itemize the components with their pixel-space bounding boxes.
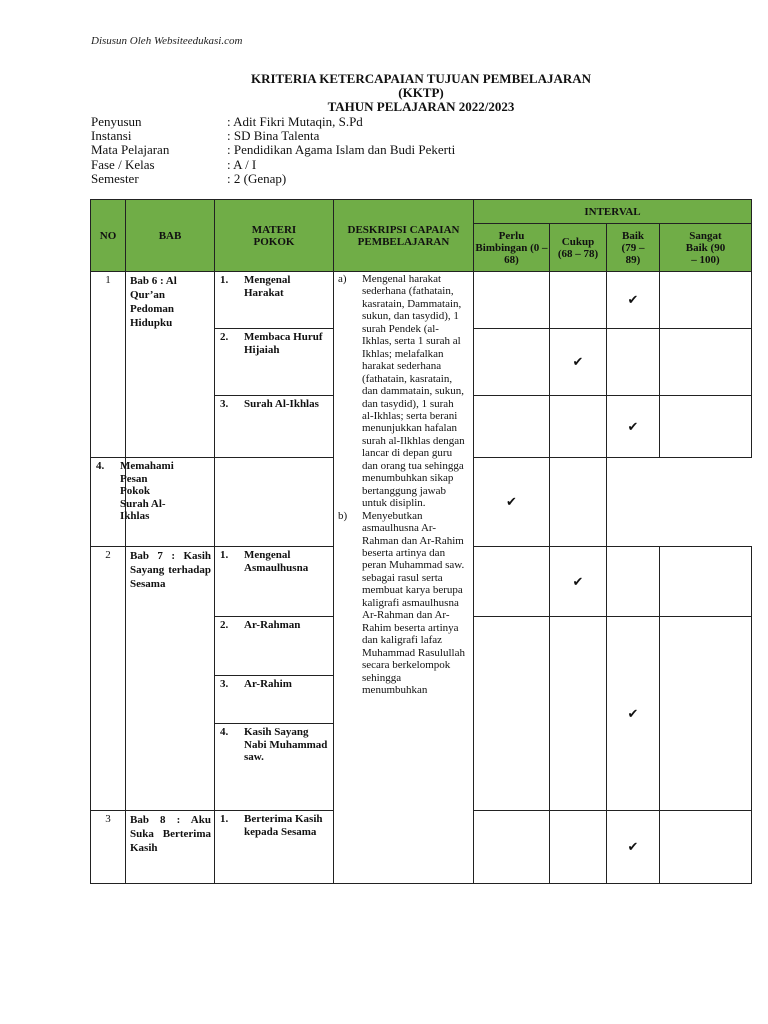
check-icon: ✔ <box>572 354 584 369</box>
header-materi: MATERI POKOK <box>215 200 334 272</box>
meta-value: : Pendidikan Agama Islam dan Budi Pekerti <box>227 142 456 158</box>
baik-cell <box>607 329 660 396</box>
sangat-baik-cell <box>660 329 752 396</box>
meta-label: Fase / Kelas <box>91 156 155 172</box>
materi-number: 4. <box>220 726 229 738</box>
check-icon: ✔ <box>627 705 639 721</box>
header-cukup: Cukup (68 – 78) <box>550 224 607 272</box>
materi-cell <box>215 676 334 724</box>
document-meta <box>91 115 455 186</box>
check-icon: ✔ <box>627 292 639 307</box>
meta-row-fase-kelas <box>91 158 455 172</box>
cukup-cell <box>550 396 607 458</box>
deskripsi-item <box>338 273 467 510</box>
title-line-1: KRITERIA KETERCAPAIAN TUJUAN PEMBELAJARAN <box>250 71 592 86</box>
baik-cell <box>474 458 550 547</box>
cukup-cell <box>550 617 607 811</box>
materi-text: Ar-Rahim <box>244 678 292 690</box>
deskripsi-item <box>338 510 467 697</box>
perlu-cell <box>474 272 550 329</box>
materi-cell <box>91 458 174 547</box>
baik-cell <box>607 272 660 329</box>
title-line-3: TAHUN PELAJARAN 2022/2023 <box>327 99 515 114</box>
sangat-baik-cell <box>660 811 752 884</box>
check-icon: ✔ <box>572 573 584 589</box>
meta-row-semester <box>91 172 455 186</box>
bab-cell: Bab 7 : Kasih Sayang terhadap Sesama <box>126 547 215 811</box>
perlu-cell <box>474 811 550 884</box>
materi-cell <box>215 617 334 676</box>
materi-number: 1. <box>220 813 229 825</box>
header-baik: Baik (79 – 89) <box>607 224 660 272</box>
row-number: 3 <box>91 811 126 884</box>
baik-cell <box>607 396 660 458</box>
materi-text: Berterima Kasih kepada Sesama <box>244 813 323 838</box>
sangat-baik-cell <box>660 617 752 811</box>
meta-row-penyusun <box>91 115 455 129</box>
perlu-cell <box>474 396 550 458</box>
meta-label: Instansi <box>91 128 132 144</box>
materi-number: 3. <box>220 678 229 690</box>
baik-cell <box>607 617 660 811</box>
row-number: 1 <box>91 272 126 458</box>
kktp-table <box>90 199 752 884</box>
baik-cell <box>607 547 660 617</box>
sangat-baik-cell <box>660 272 752 329</box>
materi-number: 2. <box>220 619 229 631</box>
sangat-baik-cell <box>550 458 607 547</box>
deskripsi-text: Menyebutkan asmaulhusna Ar-Rahman dan Ar-Rahim beserta artinya dan peran Muhammad saw. sebagai rasul serta membuat karya berupa kaligrafi asmaulhusna Ar-Rahman dan Ar-Rahim beserta artinya dan kaligrafi lafaz Muhammad Rasulullah secara berkelompok sehingga menumbuhkan <box>362 509 465 696</box>
cukup-cell <box>550 547 607 617</box>
materi-number: 1. <box>220 549 229 561</box>
title-line-2: (KKTP) <box>398 85 444 100</box>
header-note: Disusun Oleh Websiteedukasi.com <box>91 35 243 47</box>
materi-text: Membaca Huruf Hijaiah <box>244 331 323 356</box>
materi-text: Memahami Pesan Pokok Surah Al-Ikhlas <box>120 460 174 522</box>
cukup-cell <box>215 458 334 547</box>
materi-cell <box>215 272 334 329</box>
meta-label: Penyusun <box>91 114 142 129</box>
meta-value: : A / I <box>227 156 257 172</box>
check-icon: ✔ <box>627 418 639 434</box>
materi-cell <box>215 811 334 884</box>
meta-row-instansi <box>91 129 455 143</box>
perlu-cell <box>474 617 550 811</box>
baik-cell <box>607 811 660 884</box>
header-deskripsi: DESKRIPSI CAPAIAN PEMBELAJARAN <box>334 200 474 272</box>
materi-number: 3. <box>220 398 229 410</box>
meta-row-mata-pelajaran <box>91 143 455 157</box>
sangat-baik-cell <box>660 396 752 458</box>
sangat-baik-cell <box>660 547 752 617</box>
materi-text: Surah Al-Ikhlas <box>244 398 319 410</box>
document-title <box>91 72 751 114</box>
materi-text: Kasih Sayang Nabi Muhammad saw. <box>244 726 328 763</box>
materi-text: Ar-Rahman <box>244 619 301 631</box>
check-icon: ✔ <box>506 494 517 509</box>
materi-number: 1. <box>220 274 229 286</box>
header-sangat-baik: Sangat Baik (90 – 100) <box>660 224 752 272</box>
meta-label: Semester <box>91 170 139 186</box>
materi-cell <box>215 396 334 458</box>
meta-value: : 2 (Genap) <box>227 170 287 186</box>
deskripsi-letter: a) <box>338 273 347 285</box>
deskripsi-letter: b) <box>338 509 348 522</box>
perlu-cell <box>474 547 550 617</box>
row-number: 2 <box>91 547 126 811</box>
table-row <box>91 272 752 329</box>
header-bab: BAB <box>126 200 215 272</box>
deskripsi-cell <box>334 272 474 884</box>
header-no: NO <box>91 200 126 272</box>
materi-cell <box>215 724 334 811</box>
materi-number: 4. <box>96 460 105 472</box>
meta-value: : SD Bina Talenta <box>227 128 320 144</box>
deskripsi-text: Mengenal harakat sederhana (fathatain, kasratain, Dammatain, sukun, dan tasydid), 1 surah Pendek (al-Ikhlas, serta 1 surah al Ikhlas; melafalkan harakat sederhana (fathatain, kasratain, dan dammatain, sukun, dan tasydid), 1 surah al-Ikhlas; serta berani menunjukkan hafalan surah al-Ilkhlas dengan lancar di depan guru dan orang tua sehingga menumbuhkan sikap bertanggung jawab untuk disiplin. <box>362 273 465 510</box>
materi-text: Mengenal Harakat <box>244 274 291 299</box>
meta-value: : Adit Fikri Mutaqin, S.Pd <box>227 114 363 129</box>
bab-cell: Bab 8 : Aku Suka Berterima Kasih <box>126 811 215 884</box>
materi-cell <box>215 547 334 617</box>
check-icon: ✔ <box>627 839 639 854</box>
cukup-cell <box>550 811 607 884</box>
materi-number: 2. <box>220 331 229 343</box>
materi-text: Mengenal Asmaulhusna <box>244 549 309 574</box>
materi-cell <box>215 329 334 396</box>
meta-label: Mata Pelajaran <box>91 142 170 158</box>
cukup-cell <box>550 272 607 329</box>
cukup-cell <box>550 329 607 396</box>
perlu-cell <box>474 329 550 396</box>
header-interval: INTERVAL <box>474 200 752 224</box>
bab-cell: Bab 6 : Al Qur’an Pedoman Hidupku <box>126 272 215 458</box>
header-perlu-bimbingan: Perlu Bimbingan (0 – 68) <box>474 224 550 272</box>
